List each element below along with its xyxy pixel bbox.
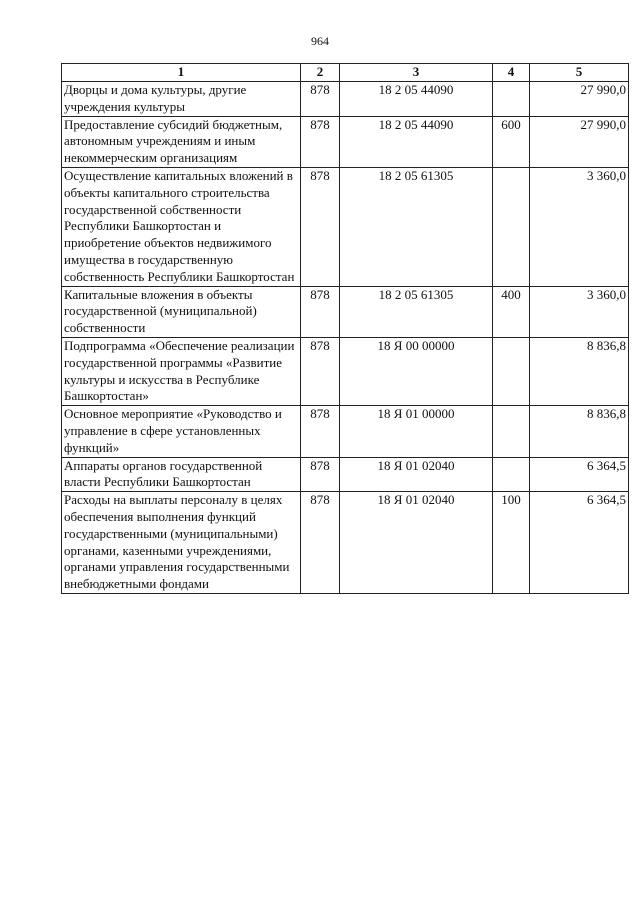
row-amount: 8 836,8 [530,406,629,457]
budget-table [61,63,629,594]
row-name: Подпрограмма «Обеспечение реализации государственной программы «Развитие культуры и искусства в Республике Башкортостан» [62,337,301,405]
row-code: 878 [301,457,340,492]
table-row [62,82,629,117]
row-article: 18 Я 00 00000 [340,337,493,405]
row-article: 18 2 05 44090 [340,82,493,117]
row-type [493,167,530,286]
row-code: 878 [301,116,340,167]
table-row [62,116,629,167]
row-amount: 8 836,8 [530,337,629,405]
header-col-4: 4 [493,64,530,82]
header-col-3: 3 [340,64,493,82]
row-code: 878 [301,406,340,457]
row-type: 100 [493,492,530,594]
row-type [493,337,530,405]
header-col-1: 1 [62,64,301,82]
table-row [62,167,629,286]
row-amount: 27 990,0 [530,116,629,167]
row-type [493,406,530,457]
table-row [62,337,629,405]
page-number: 964 [311,34,329,48]
row-amount: 3 360,0 [530,286,629,337]
row-article: 18 2 05 61305 [340,286,493,337]
header-col-5: 5 [530,64,629,82]
row-type: 400 [493,286,530,337]
row-code: 878 [301,167,340,286]
table-header-row [62,64,629,82]
table-row [62,406,629,457]
table-row [62,492,629,594]
row-code: 878 [301,286,340,337]
row-amount: 3 360,0 [530,167,629,286]
row-amount: 6 364,5 [530,457,629,492]
row-name: Предоставление субсидий бюджетным, автономным учреждениям и иным некоммерческим организациям [62,116,301,167]
header-col-2: 2 [301,64,340,82]
row-article: 18 Я 01 00000 [340,406,493,457]
row-name: Дворцы и дома культуры, другие учреждения культуры [62,82,301,117]
row-article: 18 Я 01 02040 [340,492,493,594]
row-name: Основное мероприятие «Руководство и управление в сфере установленных функций» [62,406,301,457]
row-article: 18 2 05 61305 [340,167,493,286]
row-code: 878 [301,492,340,594]
row-type: 600 [493,116,530,167]
row-code: 878 [301,82,340,117]
table-row [62,457,629,492]
row-name: Капитальные вложения в объекты государственной (муниципальной) собственности [62,286,301,337]
row-name: Осуществление капитальных вложений в объекты капитального строительства государственной собственности Республики Башкортостан и приобретение объектов недвижимого имущества в государственную собственность Республики Башкортостан [62,167,301,286]
row-type [493,82,530,117]
row-article: 18 2 05 44090 [340,116,493,167]
row-amount: 6 364,5 [530,492,629,594]
row-type [493,457,530,492]
table-row [62,286,629,337]
row-amount: 27 990,0 [530,82,629,117]
row-name: Аппараты органов государственной власти Республики Башкортостан [62,457,301,492]
row-name: Расходы на выплаты персоналу в целях обеспечения выполнения функций государственными (муниципальными) органами, казенными учреждениями, органами управления государственными внебюджетными фондами [62,492,301,594]
row-article: 18 Я 01 02040 [340,457,493,492]
row-code: 878 [301,337,340,405]
